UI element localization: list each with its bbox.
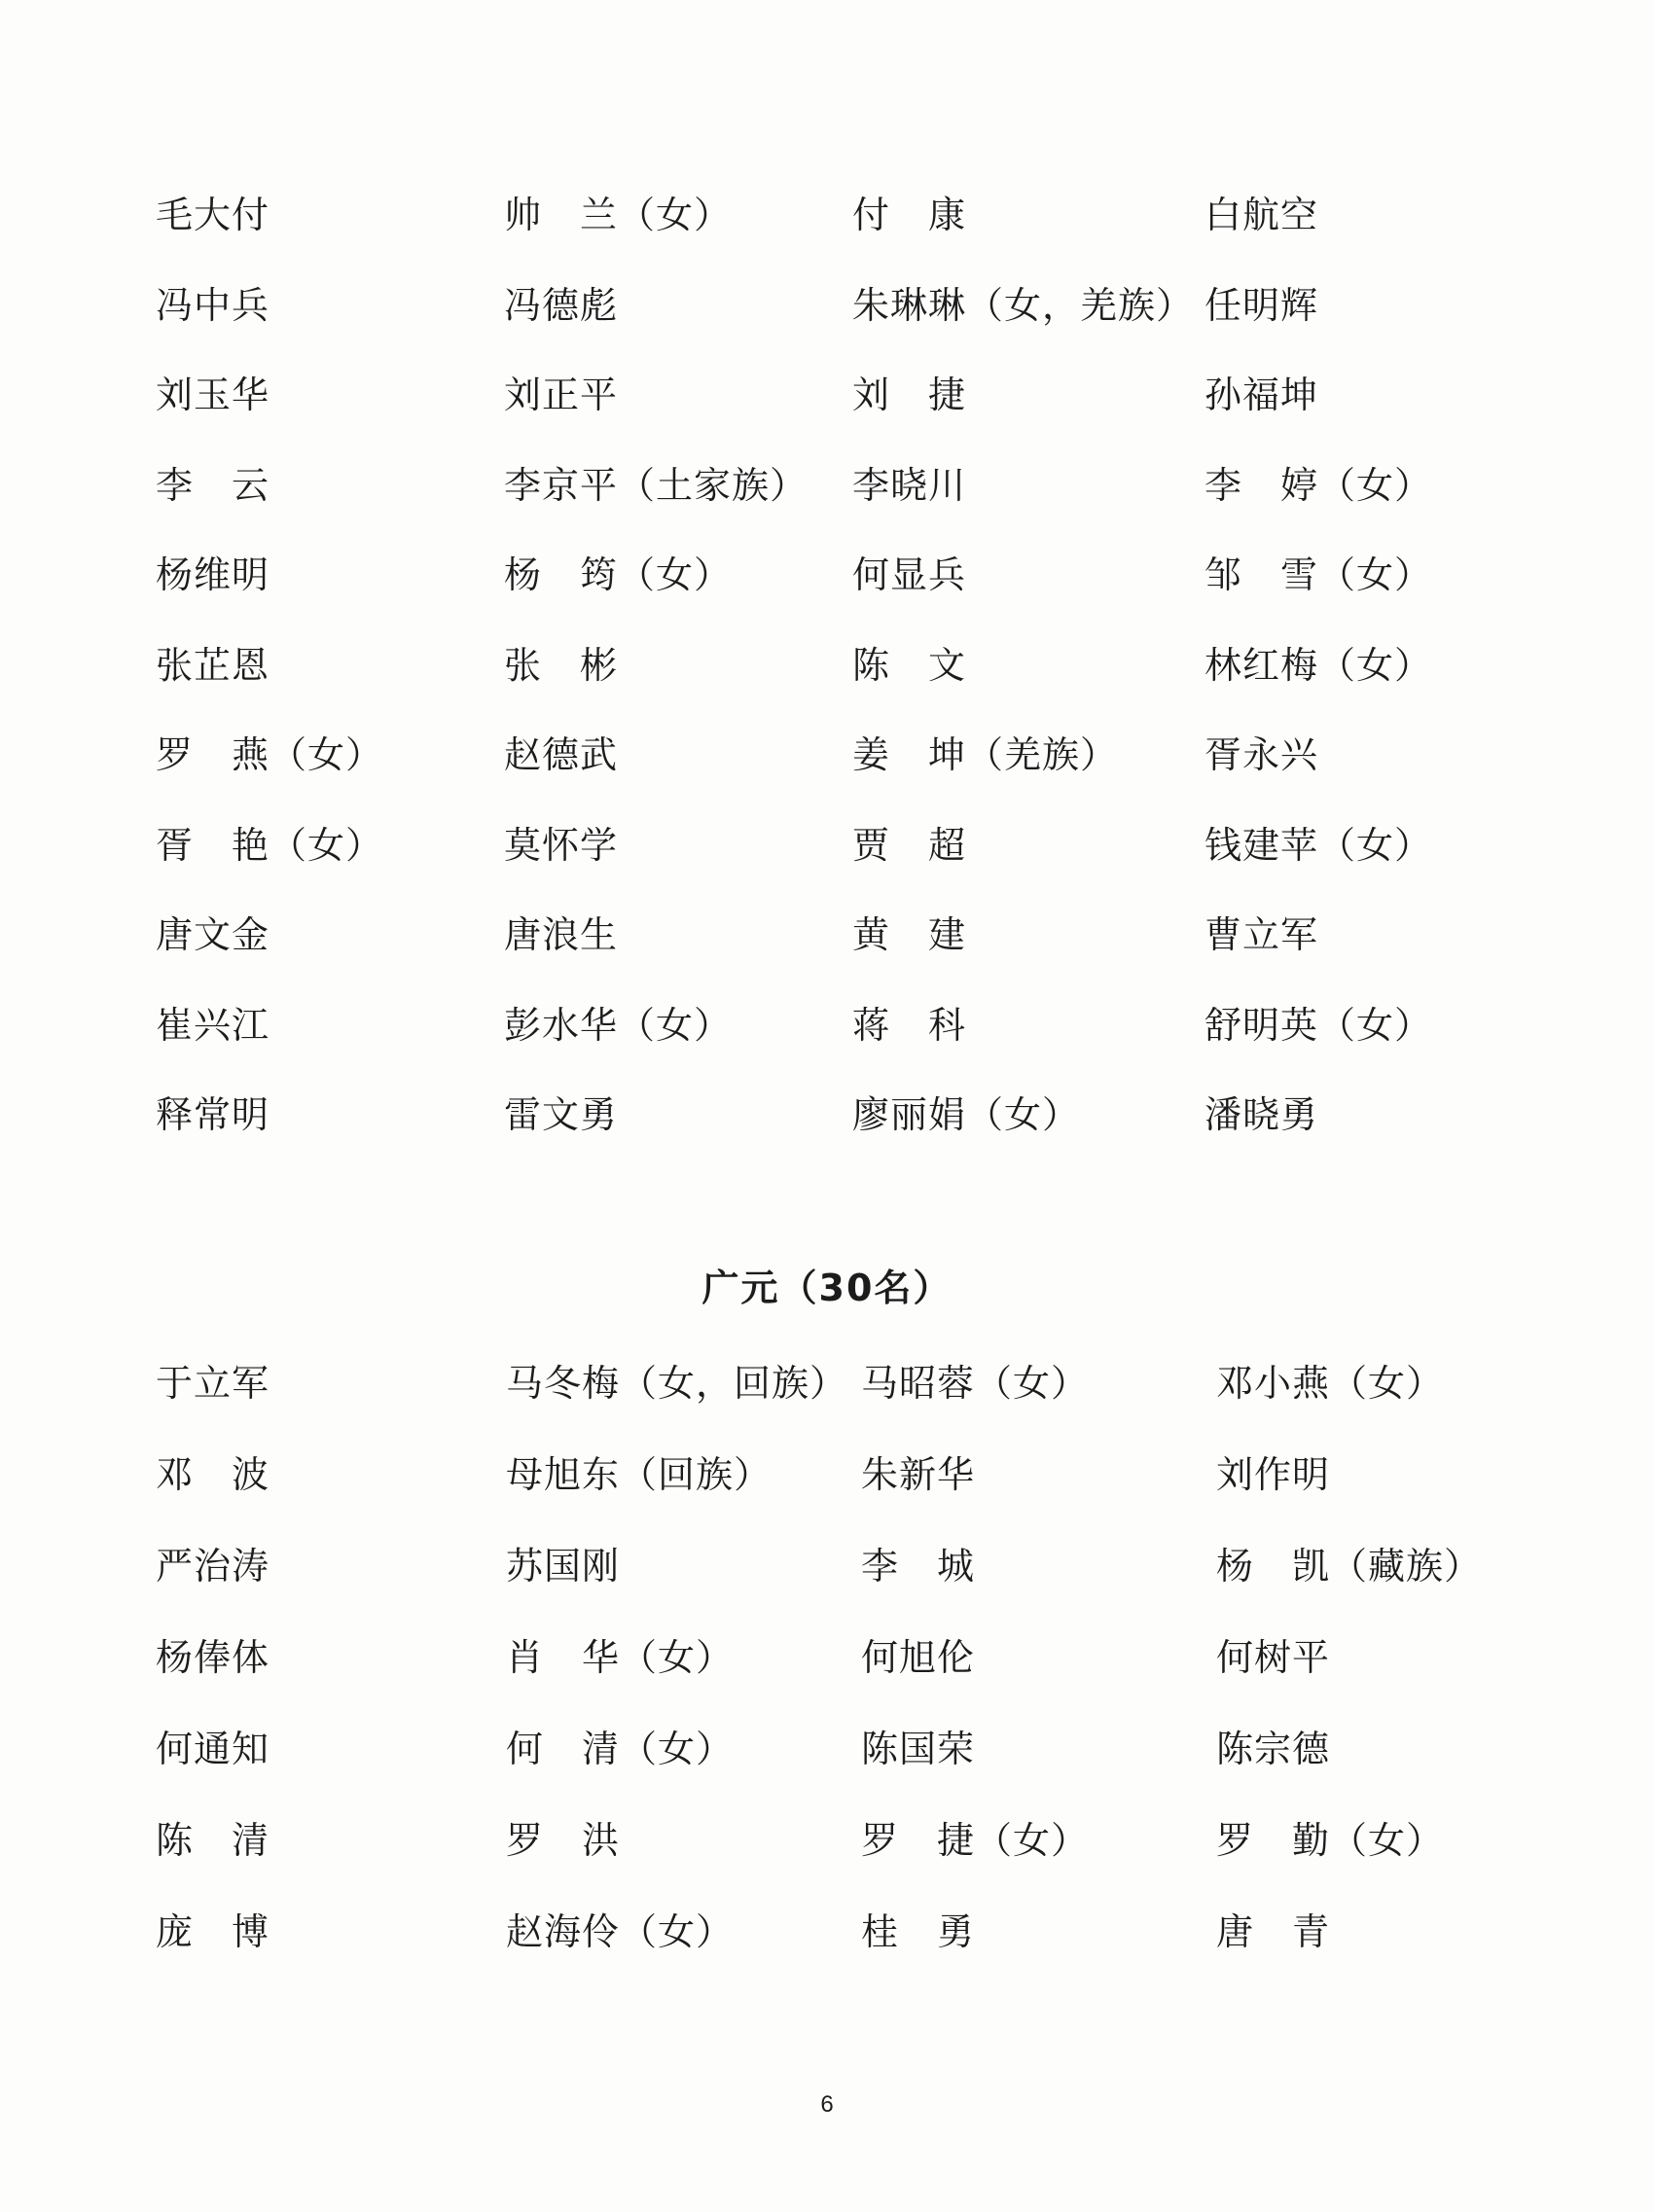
name-entry: 张 彬: [504, 643, 619, 687]
name-entry: 庞 博: [156, 1910, 270, 1953]
name-row: [156, 621, 1518, 711]
name-entry: 苏国刚: [506, 1545, 621, 1588]
name-entry: 刘作明: [1216, 1453, 1331, 1496]
name-row: [156, 530, 1518, 621]
name-entry: 姜 坤（羌族）: [852, 733, 1119, 777]
name-row: [156, 1703, 1518, 1795]
name-entry: 赵德武: [504, 733, 619, 777]
name-row: [156, 1795, 1518, 1886]
name-row: [156, 1612, 1518, 1703]
name-entry: 黄 建: [852, 913, 967, 957]
name-entry: 陈 清: [156, 1819, 270, 1862]
name-row: [156, 981, 1518, 1071]
name-entry: 孙福坤: [1205, 374, 1319, 417]
name-entry: 李 城: [861, 1545, 976, 1588]
name-entry: 马昭蓉（女）: [861, 1362, 1090, 1405]
name-entry: 崔兴江: [156, 1003, 270, 1047]
name-entry: 唐浪生: [504, 913, 619, 957]
name-row: [156, 1520, 1518, 1612]
name-entry: 贾 超: [852, 823, 967, 867]
name-row: [156, 261, 1518, 351]
name-entry: 付 康: [852, 194, 967, 237]
name-entry: 白航空: [1205, 194, 1319, 237]
name-entry: 刘正平: [504, 374, 619, 417]
name-row: [156, 1338, 1518, 1429]
name-list-guangyuan: [156, 1338, 1518, 1978]
name-entry: 帅 兰（女）: [504, 194, 733, 237]
name-entry: 彭水华（女）: [504, 1003, 733, 1047]
name-row: [156, 170, 1518, 261]
page-number: 6: [820, 2091, 834, 2118]
name-entry: 于立军: [156, 1362, 270, 1405]
name-entry: 杨维明: [156, 553, 270, 597]
name-row: [156, 441, 1518, 531]
name-entry: 何旭伦: [861, 1636, 976, 1679]
name-entry: 胥永兴: [1205, 733, 1319, 777]
name-entry: 何树平: [1216, 1636, 1331, 1679]
name-entry: 钱建苹（女）: [1205, 823, 1433, 867]
name-entry: 李京平（土家族）: [504, 463, 809, 507]
name-entry: 冯中兵: [156, 283, 270, 327]
name-entry: 潘晓勇: [1205, 1093, 1319, 1137]
name-entry: 何 清（女）: [506, 1728, 735, 1770]
name-entry: 李晓川: [852, 463, 967, 507]
name-row: [156, 350, 1518, 441]
name-entry: 严治涛: [156, 1545, 270, 1588]
name-entry: 杨 筠（女）: [504, 553, 733, 597]
name-entry: 罗 勤（女）: [1216, 1819, 1445, 1862]
name-entry: 朱新华: [861, 1453, 976, 1496]
name-entry: 陈 文: [852, 643, 967, 687]
name-entry: 曹立军: [1205, 913, 1319, 957]
name-row: [156, 1429, 1518, 1520]
name-entry: 舒明英（女）: [1205, 1003, 1433, 1047]
name-entry: 马冬梅（女，回族）: [506, 1362, 848, 1405]
name-entry: 何通知: [156, 1728, 270, 1770]
name-entry: 杨俸体: [156, 1636, 270, 1679]
name-entry: 唐 青: [1216, 1910, 1331, 1953]
name-entry: 莫怀学: [504, 823, 619, 867]
name-entry: 廖丽娟（女）: [852, 1093, 1081, 1137]
name-entry: 陈国荣: [861, 1728, 976, 1770]
name-row: [156, 710, 1518, 801]
name-entry: 何显兵: [852, 553, 967, 597]
name-entry: 冯德彪: [504, 283, 619, 327]
name-row: [156, 1070, 1518, 1160]
name-entry: 刘玉华: [156, 374, 270, 417]
name-row: [156, 1886, 1518, 1978]
name-entry: 罗 洪: [506, 1819, 621, 1862]
name-entry: 林红梅（女）: [1205, 643, 1433, 687]
name-entry: 邓 波: [156, 1453, 270, 1496]
name-entry: 李 婷（女）: [1205, 463, 1433, 507]
name-entry: 罗 燕（女）: [156, 733, 384, 777]
name-row: [156, 801, 1518, 891]
name-entry: 陈宗德: [1216, 1728, 1331, 1770]
name-entry: 朱琳琳（女，羌族）: [852, 283, 1195, 327]
name-entry: 雷文勇: [504, 1093, 619, 1137]
name-entry: 杨 凯（藏族）: [1216, 1545, 1483, 1588]
name-entry: 毛大付: [156, 194, 270, 237]
section-heading-guangyuan: 广元（30名）: [701, 1267, 953, 1309]
name-list-continued: [156, 170, 1518, 1160]
name-entry: 唐文金: [156, 913, 270, 957]
name-entry: 张芷恩: [156, 643, 270, 687]
name-entry: 桂 勇: [861, 1910, 976, 1953]
name-entry: 刘 捷: [852, 374, 967, 417]
name-entry: 邓小燕（女）: [1216, 1362, 1445, 1405]
name-entry: 任明辉: [1205, 283, 1319, 327]
name-entry: 释常明: [156, 1093, 270, 1137]
name-entry: 李 云: [156, 463, 270, 507]
name-entry: 邹 雪（女）: [1205, 553, 1433, 597]
name-row: [156, 890, 1518, 981]
name-entry: 肖 华（女）: [506, 1636, 735, 1679]
name-entry: 赵海伶（女）: [506, 1910, 735, 1953]
name-entry: 胥 艳（女）: [156, 823, 384, 867]
name-entry: 蒋 科: [852, 1003, 967, 1047]
name-entry: 母旭东（回族）: [506, 1453, 773, 1496]
name-entry: 罗 捷（女）: [861, 1819, 1090, 1862]
